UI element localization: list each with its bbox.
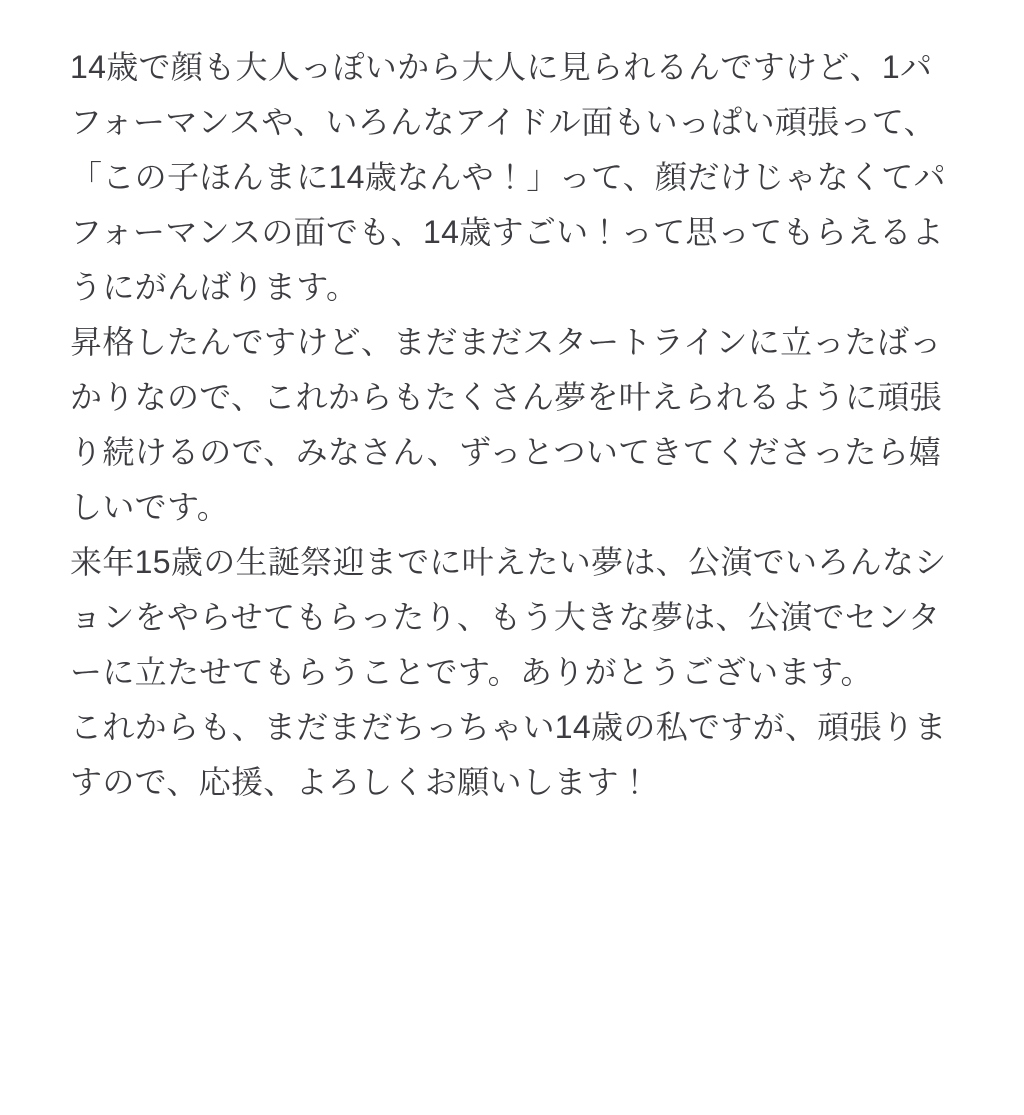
- paragraph-4: これからも、まだまだちっちゃい14歳の私ですが、頑張りますので、応援、よろしくお願いします！: [70, 709, 947, 801]
- document-text-body: [70, 40, 962, 810]
- paragraph-2: 昇格したんですけど、まだまだスタートラインに立ったばっかりなので、これからもたくさん夢を叶えられるように頑張り続けるので、みなさん、ずっとついてきてくださったら嬉しいです。: [70, 324, 943, 526]
- paragraph-3: 来年15歳の生誕祭迎までに叶えたい夢は、公演でいろんなションをやらせてもらったり、もう大きな夢は、公演でセンターに立たせてもらうことです。ありがとうございます。: [70, 544, 947, 691]
- paragraph-1: 14歳で顔も大人っぽいから大人に見られるんですけど、1パフォーマンスや、いろんなアイドル面もいっぱい頑張って、「この子ほんまに14歳なんや！」って、顔だけじゃなくてパフォーマンスの面でも、14歳すごい！って思ってもらえるようにがんばります。: [70, 49, 946, 306]
